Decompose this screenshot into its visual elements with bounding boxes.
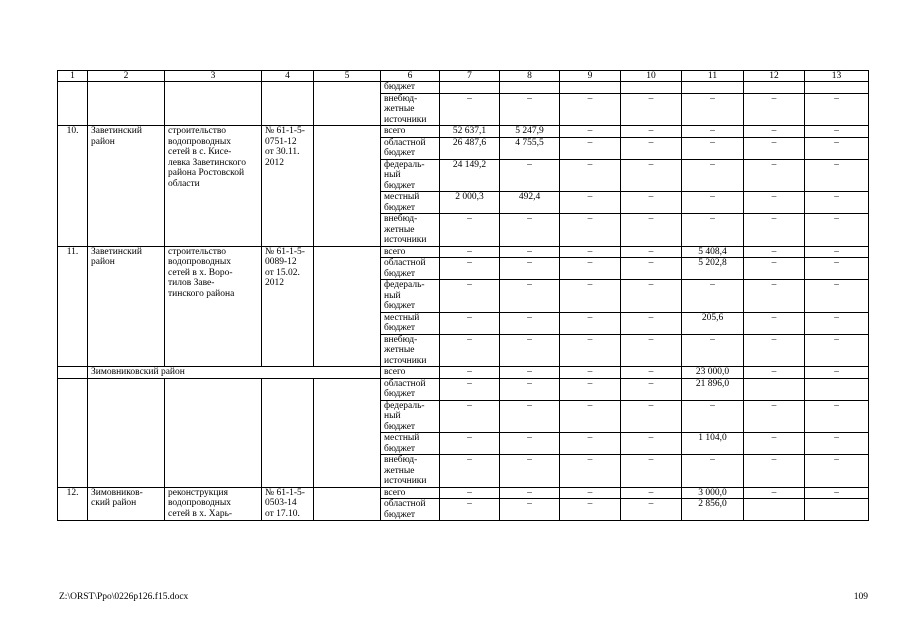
- value-cell: –: [805, 246, 869, 258]
- value-cell: 24 149,2: [440, 159, 500, 192]
- value-cell: 2 000,3: [440, 192, 500, 214]
- funding-source: областной бюджет: [381, 137, 440, 159]
- value-cell: [805, 378, 869, 400]
- value-cell: –: [560, 433, 621, 455]
- value-cell: –: [621, 93, 682, 126]
- header-cell: 4: [262, 71, 314, 82]
- value-cell: –: [500, 312, 560, 334]
- value-cell: –: [440, 280, 500, 313]
- value-cell: –: [682, 334, 744, 367]
- table-row: [58, 246, 869, 258]
- value-cell: –: [621, 334, 682, 367]
- district-summary-label: Зимовниковский район: [88, 367, 381, 379]
- empty-cell: [165, 378, 262, 487]
- value-cell: –: [621, 455, 682, 488]
- value-cell: –: [500, 367, 560, 379]
- value-cell: –: [560, 499, 621, 521]
- table-row: [58, 487, 869, 499]
- value-cell: –: [744, 137, 805, 159]
- header-cell: 9: [560, 71, 621, 82]
- value-cell: –: [805, 93, 869, 126]
- funding-source: внебюд- жетные источники: [381, 455, 440, 488]
- value-cell: –: [560, 367, 621, 379]
- value-cell: 21 896,0: [682, 378, 744, 400]
- funding-source: бюджет: [381, 82, 440, 94]
- row-number: [58, 82, 88, 126]
- value-cell: –: [805, 280, 869, 313]
- object-cell: строительство водопроводных сетей в х. Воро- тилов Заве- тинского района: [165, 246, 262, 367]
- value-cell: –: [621, 214, 682, 247]
- value-cell: 205,6: [682, 312, 744, 334]
- district-cell: [88, 82, 165, 126]
- value-cell: –: [500, 455, 560, 488]
- empty-cell: [314, 378, 381, 487]
- value-cell: –: [440, 367, 500, 379]
- value-cell: –: [744, 192, 805, 214]
- value-cell: 492,4: [500, 192, 560, 214]
- value-cell: –: [744, 334, 805, 367]
- value-cell: –: [560, 378, 621, 400]
- value-cell: [744, 378, 805, 400]
- value-cell: [500, 82, 560, 94]
- funding-source: внебюд- жетные источники: [381, 214, 440, 247]
- value-cell: –: [805, 400, 869, 433]
- value-cell: –: [440, 93, 500, 126]
- funding-source: всего: [381, 126, 440, 138]
- value-cell: [682, 82, 744, 94]
- header-cell: 2: [88, 71, 165, 82]
- value-cell: –: [682, 280, 744, 313]
- value-cell: [621, 82, 682, 94]
- empty-cell: [58, 367, 88, 379]
- value-cell: –: [621, 246, 682, 258]
- value-cell: –: [560, 214, 621, 247]
- header-cell: 6: [381, 71, 440, 82]
- funding-source: областной бюджет: [381, 258, 440, 280]
- value-cell: –: [682, 93, 744, 126]
- value-cell: –: [621, 433, 682, 455]
- value-cell: –: [440, 214, 500, 247]
- row-number: 10.: [58, 126, 88, 247]
- district-cell: Заветинский район: [88, 126, 165, 247]
- funding-source: всего: [381, 487, 440, 499]
- value-cell: –: [805, 126, 869, 138]
- value-cell: –: [744, 246, 805, 258]
- funding-source: федераль- ный бюджет: [381, 280, 440, 313]
- value-cell: –: [621, 126, 682, 138]
- value-cell: 5 247,9: [500, 126, 560, 138]
- funding-source: внебюд- жетные источники: [381, 93, 440, 126]
- header-cell: 12: [744, 71, 805, 82]
- value-cell: –: [440, 378, 500, 400]
- header-cell: 3: [165, 71, 262, 82]
- value-cell: –: [500, 499, 560, 521]
- value-cell: –: [500, 334, 560, 367]
- value-cell: –: [440, 400, 500, 433]
- value-cell: –: [500, 93, 560, 126]
- value-cell: –: [560, 159, 621, 192]
- value-cell: 3 000,0: [682, 487, 744, 499]
- table-row: [58, 378, 869, 400]
- value-cell: –: [805, 159, 869, 192]
- value-cell: –: [500, 378, 560, 400]
- value-cell: –: [440, 246, 500, 258]
- table-row: [58, 367, 869, 379]
- value-cell: –: [682, 192, 744, 214]
- value-cell: –: [805, 312, 869, 334]
- value-cell: –: [440, 312, 500, 334]
- value-cell: –: [500, 214, 560, 247]
- value-cell: –: [500, 433, 560, 455]
- empty-cell: [314, 82, 381, 126]
- value-cell: –: [805, 334, 869, 367]
- value-cell: –: [621, 192, 682, 214]
- value-cell: –: [560, 400, 621, 433]
- value-cell: –: [805, 137, 869, 159]
- value-cell: –: [500, 280, 560, 313]
- document-cell: № 61-1-5- 0503-14 от 17.10.: [262, 487, 314, 521]
- value-cell: –: [805, 455, 869, 488]
- header-cell: 5: [314, 71, 381, 82]
- value-cell: –: [560, 192, 621, 214]
- value-cell: –: [560, 137, 621, 159]
- header-row: [58, 71, 869, 82]
- value-cell: 5 408,4: [682, 246, 744, 258]
- funding-source: федераль- ный бюджет: [381, 159, 440, 192]
- value-cell: –: [744, 433, 805, 455]
- object-cell: [165, 82, 262, 126]
- funding-source: местный бюджет: [381, 433, 440, 455]
- value-cell: 26 487,6: [440, 137, 500, 159]
- value-cell: –: [440, 433, 500, 455]
- district-cell: Зимовников- ский район: [88, 487, 165, 521]
- empty-cell: [88, 378, 165, 487]
- header-cell: 7: [440, 71, 500, 82]
- file-path: Z:\ORST\Ppo\0226p126.f15.docx: [59, 592, 189, 602]
- value-cell: –: [744, 280, 805, 313]
- row-number: 12.: [58, 487, 88, 521]
- value-cell: –: [682, 455, 744, 488]
- value-cell: –: [500, 246, 560, 258]
- value-cell: 52 637,1: [440, 126, 500, 138]
- object-cell: строительство водопроводных сетей в с. Кисе- левка Заветинского района Ростовской области: [165, 126, 262, 247]
- value-cell: –: [500, 258, 560, 280]
- value-cell: –: [621, 312, 682, 334]
- value-cell: –: [682, 159, 744, 192]
- page-number: 109: [853, 592, 868, 602]
- header-cell: 1: [58, 71, 88, 82]
- value-cell: –: [560, 487, 621, 499]
- value-cell: –: [682, 126, 744, 138]
- value-cell: –: [621, 400, 682, 433]
- value-cell: 2 856,0: [682, 499, 744, 521]
- value-cell: –: [621, 367, 682, 379]
- empty-cell: [58, 378, 88, 487]
- value-cell: –: [621, 280, 682, 313]
- value-cell: –: [621, 159, 682, 192]
- value-cell: –: [805, 433, 869, 455]
- funding-source: областной бюджет: [381, 499, 440, 521]
- empty-cell: [262, 378, 314, 487]
- value-cell: –: [500, 400, 560, 433]
- financing-table: [57, 70, 869, 521]
- object-cell: реконструкция водопроводных сетей в х. Харь-: [165, 487, 262, 521]
- value-cell: –: [500, 159, 560, 192]
- document-cell: [262, 82, 314, 126]
- table-row: [58, 82, 869, 94]
- funding-source: областной бюджет: [381, 378, 440, 400]
- value-cell: –: [744, 159, 805, 192]
- value-cell: –: [744, 126, 805, 138]
- header-cell: 13: [805, 71, 869, 82]
- value-cell: [805, 499, 869, 521]
- header-cell: 8: [500, 71, 560, 82]
- empty-cell: [314, 126, 381, 247]
- value-cell: –: [744, 455, 805, 488]
- value-cell: –: [805, 192, 869, 214]
- value-cell: –: [682, 400, 744, 433]
- value-cell: –: [560, 455, 621, 488]
- funding-source: федераль- ный бюджет: [381, 400, 440, 433]
- value-cell: –: [500, 487, 560, 499]
- value-cell: [560, 82, 621, 94]
- empty-cell: [314, 246, 381, 367]
- value-cell: –: [560, 126, 621, 138]
- value-cell: –: [744, 214, 805, 247]
- value-cell: –: [560, 334, 621, 367]
- value-cell: –: [440, 258, 500, 280]
- value-cell: –: [621, 487, 682, 499]
- funding-source: местный бюджет: [381, 312, 440, 334]
- value-cell: –: [744, 367, 805, 379]
- district-cell: Заветинский район: [88, 246, 165, 367]
- value-cell: –: [621, 378, 682, 400]
- value-cell: –: [560, 246, 621, 258]
- value-cell: [744, 499, 805, 521]
- value-cell: –: [560, 93, 621, 126]
- value-cell: [744, 82, 805, 94]
- value-cell: [440, 82, 500, 94]
- row-number: 11.: [58, 246, 88, 367]
- empty-cell: [314, 487, 381, 521]
- value-cell: –: [440, 455, 500, 488]
- document-cell: № 61-1-5- 0751-12 от 30.11. 2012: [262, 126, 314, 247]
- value-cell: –: [560, 258, 621, 280]
- value-cell: –: [744, 312, 805, 334]
- value-cell: [805, 82, 869, 94]
- value-cell: –: [440, 334, 500, 367]
- value-cell: –: [440, 499, 500, 521]
- value-cell: –: [560, 312, 621, 334]
- value-cell: –: [744, 487, 805, 499]
- funding-source: внебюд- жетные источники: [381, 334, 440, 367]
- value-cell: –: [682, 214, 744, 247]
- value-cell: –: [621, 499, 682, 521]
- value-cell: –: [682, 137, 744, 159]
- value-cell: –: [805, 487, 869, 499]
- funding-source: местный бюджет: [381, 192, 440, 214]
- value-cell: –: [805, 214, 869, 247]
- value-cell: –: [560, 280, 621, 313]
- funding-source: всего: [381, 367, 440, 379]
- document-cell: № 61-1-5- 0089-12 от 15.02. 2012: [262, 246, 314, 367]
- header-cell: 11: [682, 71, 744, 82]
- header-cell: 10: [621, 71, 682, 82]
- value-cell: –: [744, 93, 805, 126]
- value-cell: –: [621, 137, 682, 159]
- value-cell: 1 104,0: [682, 433, 744, 455]
- value-cell: –: [744, 258, 805, 280]
- value-cell: –: [744, 400, 805, 433]
- value-cell: 5 202,8: [682, 258, 744, 280]
- table-row: [58, 126, 869, 138]
- value-cell: –: [440, 487, 500, 499]
- value-cell: –: [805, 258, 869, 280]
- value-cell: 23 000,0: [682, 367, 744, 379]
- value-cell: –: [805, 367, 869, 379]
- value-cell: 4 755,5: [500, 137, 560, 159]
- value-cell: –: [621, 258, 682, 280]
- funding-source: всего: [381, 246, 440, 258]
